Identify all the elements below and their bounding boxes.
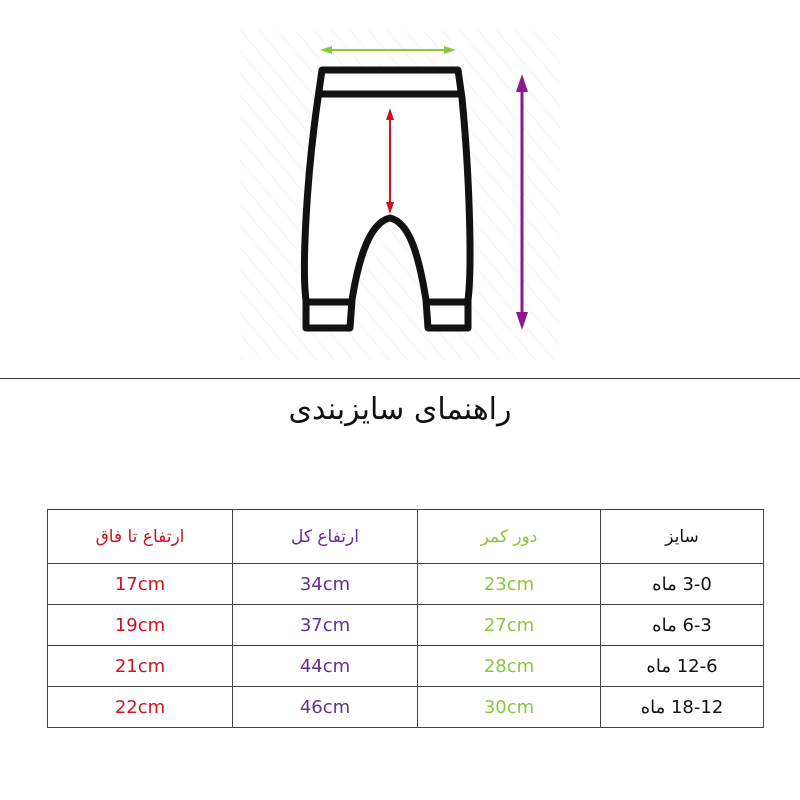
page-title: راهنمای سایزبندی bbox=[288, 392, 512, 427]
waist-cell: 30cm bbox=[418, 687, 601, 728]
waist-cell: 28cm bbox=[418, 646, 601, 687]
pants-illustration bbox=[240, 30, 560, 360]
total-height-cell: 44cm bbox=[233, 646, 418, 687]
table-row bbox=[48, 687, 764, 728]
size-cell: 18-12 ماه bbox=[601, 687, 764, 728]
total-height-cell: 37cm bbox=[233, 605, 418, 646]
rise-cell: 22cm bbox=[48, 687, 233, 728]
waist-cell: 27cm bbox=[418, 605, 601, 646]
rise-cell: 19cm bbox=[48, 605, 233, 646]
waist-cell: 23cm bbox=[418, 564, 601, 605]
table-row bbox=[48, 605, 764, 646]
rise-cell: 17cm bbox=[48, 564, 233, 605]
table-header-row bbox=[48, 510, 764, 564]
total-height-cell: 46cm bbox=[233, 687, 418, 728]
table-row bbox=[48, 564, 764, 605]
size-cell: 3-0 ماه bbox=[601, 564, 764, 605]
size-cell: 6-3 ماه bbox=[601, 605, 764, 646]
size-chart-table bbox=[47, 509, 764, 728]
horizontal-divider bbox=[0, 378, 800, 379]
baby-pants-icon bbox=[240, 30, 560, 360]
rise-cell: 21cm bbox=[48, 646, 233, 687]
header-size: سایز bbox=[601, 510, 764, 564]
header-total-height: ارتفاع کل bbox=[233, 510, 418, 564]
header-rise: ارتفاع تا فاق bbox=[48, 510, 233, 564]
header-waist: دور کمر bbox=[418, 510, 601, 564]
table-row bbox=[48, 646, 764, 687]
total-height-cell: 34cm bbox=[233, 564, 418, 605]
size-cell: 12-6 ماه bbox=[601, 646, 764, 687]
